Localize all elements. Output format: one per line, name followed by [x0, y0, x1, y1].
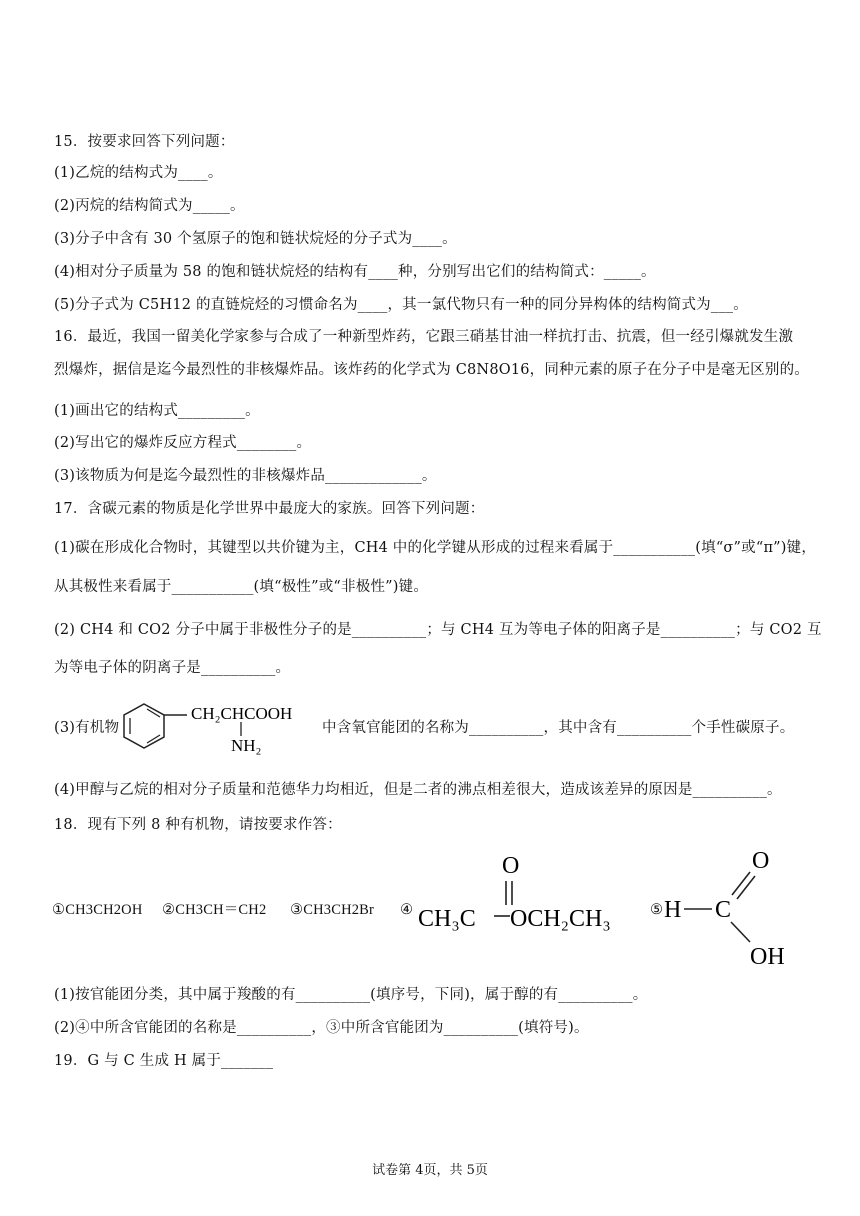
carbonyl-oxygen: O [752, 848, 770, 874]
hydrogen-atom: H [664, 897, 682, 923]
q18-part1: (1)按官能团分类，其中属于羧酸的有__________(填序号，下同)，属于醇的有__________。 [54, 987, 648, 1003]
compound-1: ①CH3CH2OH [52, 902, 143, 918]
q17-part2-line2: 为等电子体的阴离子是__________。 [54, 660, 291, 676]
ethoxy-group: OCH₂CH₃ [510, 906, 611, 932]
compound-2: ②CH3CH＝CH2 [162, 902, 267, 918]
q17-part3-suffix: 中含氧官能团的名称为__________，其中含有__________个手性碳原子。 [322, 720, 795, 736]
page-footer: 试卷第 4页，共 5页 [372, 1163, 488, 1178]
q17-part2-line1: (2) CH4 和 CO2 分子中属于非极性分子的是__________；与 CH4 互为等电子体的阳离子是__________；与 CO2 互 [54, 622, 822, 638]
phenylalanine-structure [117, 696, 322, 758]
carbon-atom: C [715, 897, 732, 923]
q16-part2: (2)写出它的爆炸反应方程式________。 [54, 435, 312, 451]
double-bond [737, 876, 755, 899]
q16-stem-line2: 烈爆炸，据信是迄今最烈性的非核爆炸品。该炸药的化学式为 C8N8O16，同种元素的原子在分子中是毫无区别的。 [54, 362, 809, 378]
amine-label: NH₂ [231, 736, 262, 755]
compound-3: ③CH3CH2Br [290, 902, 375, 918]
benzene-double-bond [147, 735, 160, 743]
single-bond [731, 922, 750, 942]
benzene-double-bond [147, 709, 160, 717]
q15-part2: (2)丙烷的结构简式为_____。 [54, 198, 245, 214]
double-bond [732, 872, 750, 895]
q17-part1-line1: (1)碳在形成化合物时，其键型以共价键为主，CH4 中的化学键从形成的过程来看属于___________(填“σ”或“π”)键， [54, 540, 817, 556]
q19-title: 19．G 与 C 生成 H 属于_______ [54, 1053, 274, 1069]
q15-part1: (1)乙烷的结构式为____。 [54, 165, 223, 181]
q17-part1-line2: 从其极性来看属于___________(填“极性”或“非极性”)键。 [54, 579, 429, 595]
hydroxyl-group: OH [750, 944, 785, 970]
q16-stem-line1: 16．最近，我国一留美化学家参与合成了一种新型炸药，它跟三硝基甘油一样抗打击、抗震，但一经引爆就发生激 [54, 329, 794, 345]
q17-part4: (4)甲醇与乙烷的相对分子质量和范德华力均相近，但是二者的沸点相差很大，造成该差异的原因是__________。 [54, 782, 782, 798]
q15-title: 15．按要求回答下列问题： [54, 134, 235, 150]
q18-title: 18．现有下列 8 种有机物，请按要求作答： [54, 817, 342, 833]
formic-acid-structure [664, 842, 804, 972]
q16-part3: (3)该物质为何是迄今最烈性的非核爆炸品_____________。 [54, 468, 437, 484]
compound-5-label: ⑤ [650, 902, 664, 918]
ethyl-acetate-structure [416, 848, 634, 938]
q15-part5: (5)分子式为 C5H12 的直链烷烃的习惯命名为____，其一氯代物只有一种的同分异构体的结构简式为___。 [54, 297, 748, 313]
q15-part4: (4)相对分子质量为 58 的饱和链状烷烃的结构有____种，分别写出它们的结构简式：_____。 [54, 264, 656, 280]
q15-part3: (3)分子中含有 30 个氢原子的饱和链状烷烃的分子式为____。 [54, 231, 457, 247]
carbonyl-oxygen: O [502, 853, 520, 879]
q17-title: 17．含碳元素的物质是化学世界中最庞大的家族。回答下列问题： [54, 501, 485, 517]
q17-part3-prefix: (3)有机物 [54, 720, 120, 736]
side-chain-label: CH₂CHCOOH [191, 704, 293, 723]
q16-part1: (1)画出它的结构式_________。 [54, 403, 260, 419]
q18-part2: (2)④中所含官能团的名称是__________，③中所含官能团为__________(填符号)。 [54, 1020, 589, 1036]
acetyl-group: CH₃C [418, 906, 476, 932]
compound-4-label: ④ [400, 902, 414, 918]
